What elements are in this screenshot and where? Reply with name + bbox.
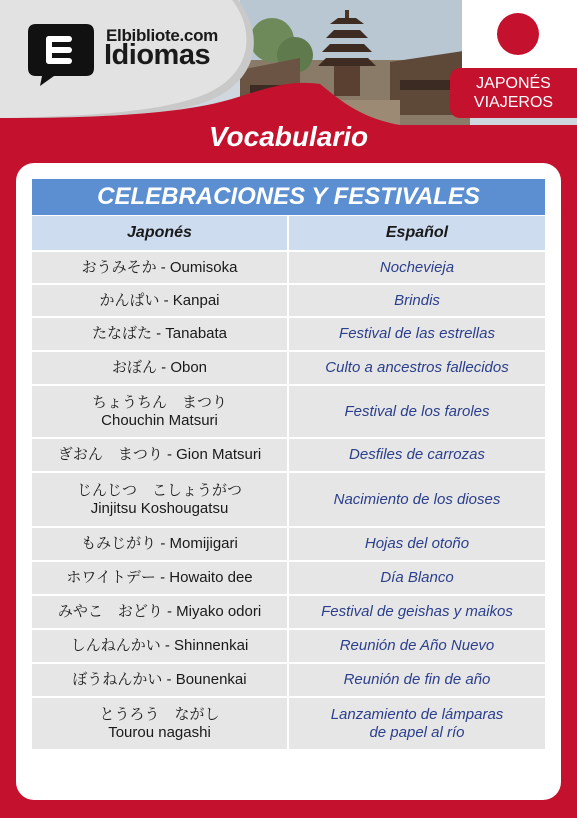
japanese-term-line: もみじがり - Momijigari (81, 535, 238, 552)
table-row (32, 285, 545, 318)
japanese-term (32, 630, 289, 664)
spanish-translation (289, 528, 545, 562)
table-row (32, 528, 545, 562)
japanese-term-line: ぼうねんかい - Bounenkai (72, 671, 247, 688)
flag-sun-icon (497, 13, 539, 55)
japanese-term (32, 285, 289, 318)
vocabulary-table (32, 216, 545, 751)
spanish-translation (289, 664, 545, 698)
table-row (32, 352, 545, 386)
japanese-romaji-line: Tourou nagashi (108, 723, 211, 741)
spanish-line: Hojas del otoño (364, 535, 470, 552)
japanese-term-line: おうみそか - Oumisoka (81, 258, 238, 276)
spanish-line: de papel al río (369, 723, 465, 741)
japanese-term (32, 528, 289, 562)
section-title: Vocabulario (208, 121, 369, 152)
table-row (32, 386, 545, 439)
audience-label: VIAJEROS (473, 94, 554, 111)
japanese-term (32, 439, 289, 473)
japanese-term-line: おぼん - Obon (111, 359, 208, 376)
japanese-term-line: かんぱい - Kanpai (99, 291, 220, 309)
spanish-translation (289, 352, 545, 386)
japanese-term-line: じんじつ こしょうがつ (76, 481, 242, 499)
spanish-translation (289, 318, 545, 352)
header-banner (0, 0, 577, 125)
spanish-line: Festival de los faroles (344, 402, 490, 420)
japanese-term-line: とうろう ながし (99, 705, 220, 723)
spanish-line: Nacimiento de los dioses (333, 490, 501, 508)
japanese-term (32, 473, 289, 528)
spanish-translation (289, 698, 545, 751)
japanese-term-line: しんねんかい - Shinnenkai (70, 637, 249, 654)
japanese-term (32, 664, 289, 698)
table-row (32, 698, 545, 751)
spanish-line: Reunión de Año Nuevo (339, 637, 495, 654)
japanese-term-line: ホワイトデー - Howaito dee (66, 569, 253, 586)
spanish-line: Desfiles de carrozas (349, 446, 485, 463)
japanese-term (32, 352, 289, 386)
japanese-term-line: ちょうちん まつり (91, 393, 227, 411)
spanish-line: Culto a ancestros fallecidos (325, 359, 509, 376)
brand-site: Elbibliote.com (106, 26, 218, 45)
spanish-line: Festival de las estrellas (339, 325, 495, 342)
table-row (32, 318, 545, 352)
spanish-line: Brindis (394, 291, 440, 309)
japanese-term (32, 596, 289, 630)
japanese-term (32, 252, 289, 285)
spanish-line: Lanzamiento de lámparas (330, 705, 504, 723)
japanese-term-line: みやこ おどり - Miyako odori (57, 603, 262, 620)
table-row (32, 630, 545, 664)
japanese-term (32, 386, 289, 439)
japanese-romaji-line: Chouchin Matsuri (101, 411, 218, 429)
table-row (32, 252, 545, 285)
language-badge (450, 68, 577, 118)
spanish-translation (289, 386, 545, 439)
spanish-line: Reunión de fin de año (343, 671, 491, 688)
table-row (32, 439, 545, 473)
spanish-line: Nochevieja (379, 258, 455, 276)
table-row (32, 664, 545, 698)
japanese-term-line: ぎおん まつり - Gion Matsuri (57, 446, 262, 463)
spanish-translation (289, 252, 545, 285)
table-row (32, 562, 545, 596)
logo-icon (24, 20, 98, 86)
language-label: JAPONÉS (476, 75, 551, 92)
spanish-translation (289, 630, 545, 664)
table-header-row (32, 216, 545, 252)
table-row (32, 596, 545, 630)
japanese-term (32, 698, 289, 751)
japanese-term (32, 562, 289, 596)
spanish-line: Día Blanco (380, 569, 454, 586)
header-spanish: Español (289, 216, 545, 252)
spanish-translation (289, 285, 545, 318)
spanish-translation (289, 562, 545, 596)
header-japanese: Japonés (32, 216, 289, 252)
spanish-translation (289, 439, 545, 473)
table-row (32, 473, 545, 528)
spanish-translation (289, 596, 545, 630)
japanese-term (32, 318, 289, 352)
japanese-romaji-line: Jinjitsu Koshougatsu (90, 499, 229, 517)
spanish-translation (289, 473, 545, 528)
table-title: CELEBRACIONES Y FESTIVALES (32, 179, 545, 215)
brand-name: Idiomas (104, 39, 211, 71)
spanish-line: Festival de geishas y maikos (321, 603, 513, 620)
japanese-term-line: たなばた - Tanabata (91, 325, 228, 342)
